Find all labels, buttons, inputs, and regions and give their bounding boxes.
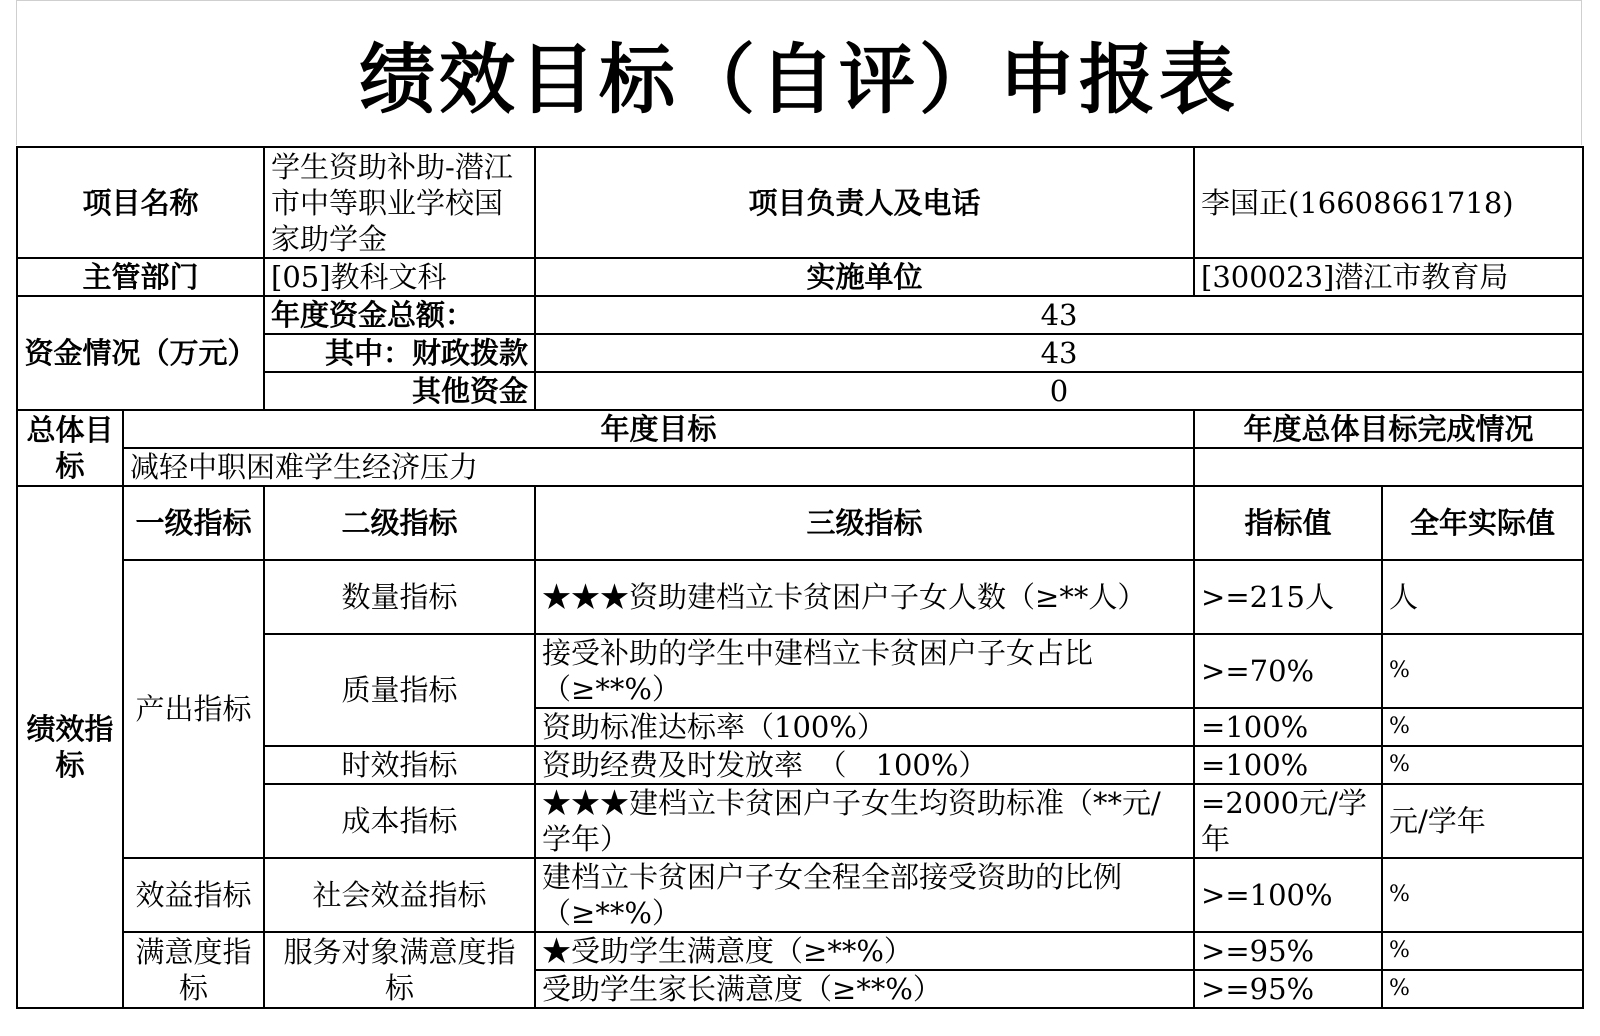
overall-header-row	[17, 410, 1583, 448]
project-leader-label: 项目负责人及电话	[535, 147, 1194, 258]
level2-cell: 数量指标	[264, 560, 535, 634]
level3-cell: ★★★资助建档立卡贫困户子女人数（≥**人）	[535, 560, 1194, 634]
level1-header: 一级指标	[123, 486, 264, 560]
funds-other-label: 其他资金	[264, 372, 535, 410]
funds-total-label: 年度资金总额：	[264, 296, 535, 334]
impl-value: [300023]潜江市教育局	[1194, 258, 1583, 296]
actual-header: 全年实际值	[1382, 486, 1583, 560]
target-cell: >=215人	[1194, 560, 1382, 634]
actual-cell: %	[1382, 970, 1583, 1008]
overall-label: 总体目标	[17, 410, 123, 486]
actual-cell: 人	[1382, 560, 1583, 634]
satisfaction-label: 满意度指标	[123, 932, 264, 1008]
title-area	[16, 0, 1582, 145]
annual-target-header: 年度目标	[123, 410, 1194, 448]
actual-cell: %	[1382, 932, 1583, 970]
target-cell: >=95%	[1194, 932, 1382, 970]
target-header: 指标值	[1194, 486, 1382, 560]
level3-cell: ★★★建档立卡贫困户子女生均资助标准（**元/学年）	[535, 784, 1194, 858]
actual-cell: %	[1382, 746, 1583, 784]
completion-header: 年度总体目标完成情况	[1194, 410, 1583, 448]
performance-table	[16, 146, 1584, 1009]
target-cell: >=70%	[1194, 634, 1382, 708]
level3-cell: 资助标准达标率（100%）	[535, 708, 1194, 746]
impl-label: 实施单位	[535, 258, 1194, 296]
project-leader-value: 李国正(16608661718)	[1194, 147, 1583, 258]
form-title: 绩效目标（自评）申报表	[359, 34, 1239, 124]
target-cell: >=100%	[1194, 858, 1382, 932]
project-name-value: 学生资助补助-潜江市中等职业学校国家助学金	[264, 147, 535, 258]
level2-header: 二级指标	[264, 486, 535, 560]
level2-cell: 时效指标	[264, 746, 535, 784]
indicator-header-row	[17, 486, 1583, 560]
level2-cell: 成本指标	[264, 784, 535, 858]
indicator-row	[17, 560, 1583, 634]
target-cell: =2000元/学年	[1194, 784, 1382, 858]
indicators-label: 绩效指标	[17, 486, 123, 1008]
level3-cell: 资助经费及时发放率 （ 100%）	[535, 746, 1194, 784]
output-label: 产出指标	[123, 560, 264, 858]
project-row	[17, 147, 1583, 258]
funds-label: 资金情况（万元）	[17, 296, 264, 410]
funds-other-value: 0	[535, 372, 1583, 410]
form-sheet	[16, 0, 1582, 1022]
level3-cell: 接受补助的学生中建档立卡贫困户子女占比（≥**%）	[535, 634, 1194, 708]
target-cell: =100%	[1194, 746, 1382, 784]
actual-cell: %	[1382, 858, 1583, 932]
funds-fiscal-value: 43	[535, 334, 1583, 372]
actual-cell: 元/学年	[1382, 784, 1583, 858]
project-name-label: 项目名称	[17, 147, 264, 258]
level3-cell: 建档立卡贫困户子女全程全部接受资助的比例（≥**%）	[535, 858, 1194, 932]
level2-cell: 社会效益指标	[264, 858, 535, 932]
benefit-label: 效益指标	[123, 858, 264, 932]
annual-target-text: 减轻中职困难学生经济压力	[123, 448, 1194, 486]
dept-row	[17, 258, 1583, 296]
level3-cell: ★受助学生满意度（≥**%）	[535, 932, 1194, 970]
funds-total-value: 43	[535, 296, 1583, 334]
funds-fiscal-label: 其中：财政拨款	[264, 334, 535, 372]
funds-total-row	[17, 296, 1583, 334]
level2-cell: 服务对象满意度指标	[264, 932, 535, 1008]
actual-cell: %	[1382, 708, 1583, 746]
indicator-row	[17, 858, 1583, 932]
dept-label: 主管部门	[17, 258, 264, 296]
target-cell: =100%	[1194, 708, 1382, 746]
dept-value: [05]教科文科	[264, 258, 535, 296]
level3-header: 三级指标	[535, 486, 1194, 560]
actual-cell: %	[1382, 634, 1583, 708]
level3-cell: 受助学生家长满意度（≥**%）	[535, 970, 1194, 1008]
overall-value-row	[17, 448, 1583, 486]
target-cell: >=95%	[1194, 970, 1382, 1008]
level2-cell: 质量指标	[264, 634, 535, 746]
indicator-row	[17, 932, 1583, 970]
completion-text	[1194, 448, 1583, 486]
